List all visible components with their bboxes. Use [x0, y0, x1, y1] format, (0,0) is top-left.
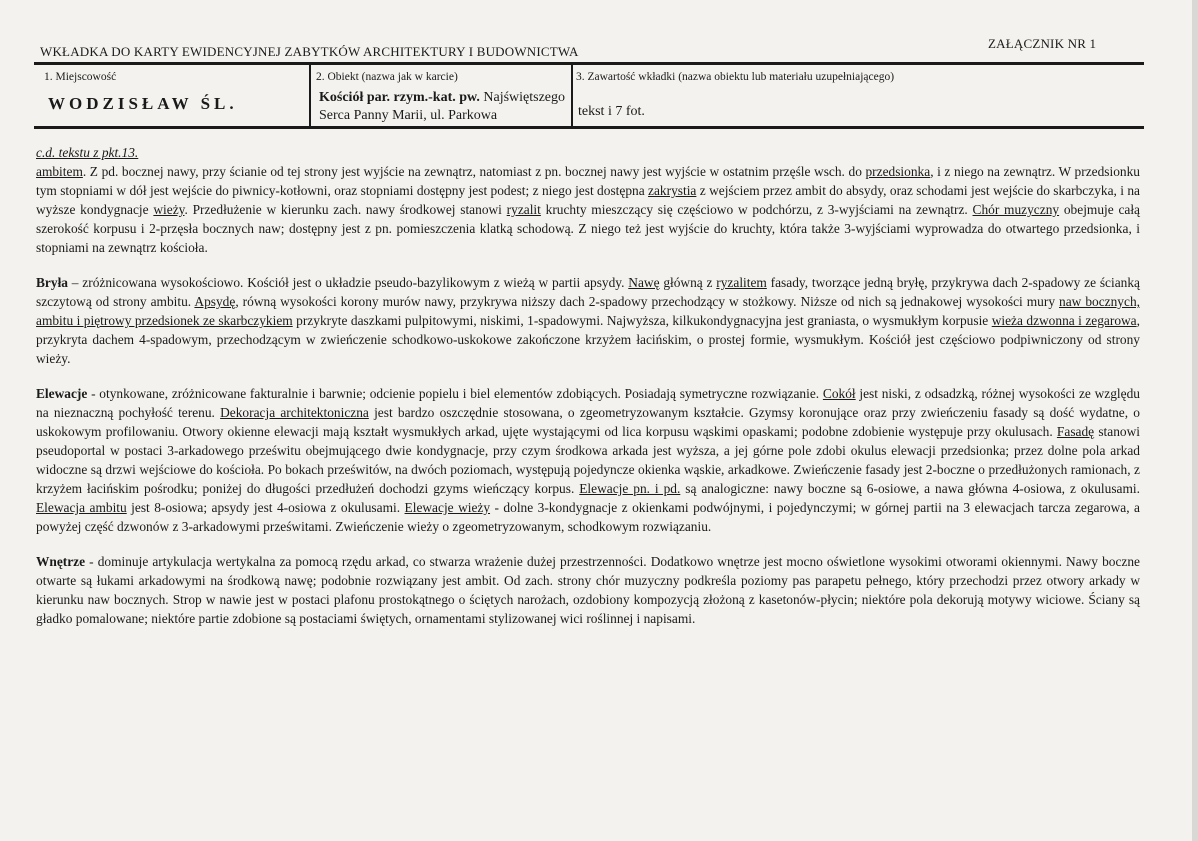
paragraph-massing [36, 273, 1140, 368]
underlined-term: Apsydę [194, 294, 236, 309]
form-title: WKŁADKA DO KARTY EWIDENCYJNEJ ZABYTKÓW ARCHITEKTURY I BUDOWNICTWA [40, 44, 579, 59]
annex-number: ZAŁĄCZNIK NR 1 [988, 36, 1097, 51]
contents-label: 3. Zawartość wkładki (nazwa obiektu lub materiału uzupełniającego) [576, 71, 895, 83]
object-value-rest: Najświętszego Serca Panny Marii, ul. Parkowa [319, 90, 566, 123]
place-label: 1. Miejscowość [44, 71, 117, 83]
text-run: kruchty mieszczący się częściowo w podchórzu, z 3-wyjściami na zewnątrz. [540, 202, 973, 217]
text-run: główną z [659, 275, 717, 290]
scan-edge [1192, 0, 1198, 841]
text-run: jest niski, z odsadzką, różnej wysokości ze względu na nieznaczną pochyłość terenu. [36, 386, 1140, 420]
continuation-note: c.d. tekstu z pkt.13. [36, 145, 139, 160]
text-run: , przykryta dachem 4-spadowym, przechodzącym w zwieńczenie schodkowo-uskokowe zakończone krzyżem łacińskim, o prostej formie, wysmukłym. Kościół jest częściowo podpiwniczony od strony wieży. [36, 313, 1140, 366]
field-divider-1 [309, 65, 311, 126]
header-rule-bottom [34, 126, 1144, 129]
body-text [36, 143, 1140, 644]
underlined-term: Elewacje pn. i pd. [579, 481, 681, 496]
paragraph-1-runs [36, 164, 1140, 255]
object-value-bold: Kościół par. rzym.-kat. pw. [319, 90, 480, 105]
paragraph-interior-layout [36, 162, 1140, 257]
underlined-term: Elewacja ambitu [36, 500, 127, 515]
underlined-term: Chór muzyczny [972, 202, 1060, 217]
text-run: stanowi pseudoportal w postaci 3-arkadowego prześwitu obejmującego dwie kondygnacje, przy czym środkowa arkada jest wyższa, a jej górne pole zdobi okulus elewacji przedsionka; przez dolne pola arkad widoczne są drzwi wejściowe do kościoła. Po bokach prześwitów, na dwóch poziomach, występują pojedyncze okienka wąskie, arkadkowe. Zwieńczenie fasady jest 2-boczne o przedłużonych ramionach, z krzyżem łacińskim pośrodku; poniżej do długości przedłużeń dochodzi gzyms wieńczący korpus. [36, 424, 1140, 496]
text-run: - otynkowane, zróżnicowane fakturalnie i barwnie; odcienie popielu i biel elementów zdobiących. Posiadają symetryczne rozwiązanie. [87, 386, 823, 401]
paragraph-interior [36, 552, 1140, 628]
underlined-term: Dekoracja architektoniczna [220, 405, 369, 420]
contents-value: tekst i 7 fot. [578, 104, 645, 119]
section-heading: Wnętrze [36, 554, 86, 569]
text-run: jest bardzo oszczędnie stosowana, o zgeometryzowanym kształcie. Gzymsy koronujące oraz przy zwieńczeniu fasady są dość wydatne, o uskokowym profilowaniu. Otwory okienne elewacji mają kształt wysmukłych arkad, ujęte wystającymi od lica korpusu wąskimi opaskami; podobne zdobienie występuje przy okulusach. [36, 405, 1140, 439]
text-run: . Przedłużenie w kierunku zach. nawy środkowej stanowi [184, 202, 507, 217]
text-run: z wejściem przez ambit do absydy, oraz schodami jest wejście do skarbczyka, i na wyższe kondygnacje [36, 183, 1140, 217]
text-run: jest 8-osiowa; apsydy jest 4-osiowa z okulusami. [126, 500, 405, 515]
underlined-term: ambitem [36, 164, 83, 179]
section-heading: Bryła [36, 275, 68, 290]
underlined-term: Nawę [628, 275, 660, 290]
text-run: - dolne 3-kondygnacje z okienkami podwójnymi, i pojedynczymi; w górnej partii na 3 elewacjach tarcza zegarowa, a powyżej część dzwonów z 3-arkadowymi prześwitami. Zwieńczenie wieży o zgeometryzowanym, schodkowym rozwiązaniu. [36, 500, 1140, 534]
header-rule-top [34, 62, 1144, 65]
underlined-term: Cokół [822, 386, 856, 401]
paragraph-elevations [36, 384, 1140, 536]
underlined-term: Fasadę [1056, 424, 1095, 439]
underlined-term: naw bocznych, ambitu i piętrowy przedsionek ze skarbczykiem [36, 294, 1140, 328]
underlined-term: wieży [153, 202, 185, 217]
section-heading: Elewacje [36, 386, 88, 401]
text-run: , równą wysokości korony murów nawy, przykrywa niższy dach 2-spadowy przechodzący w stożkowy. Niższe od nich są jednakowej wysokości mury [235, 294, 1060, 309]
underlined-term: przedsionka [865, 164, 931, 179]
underlined-term: wieża dzwonna i zegarowa [991, 313, 1137, 328]
text-run: przykryte daszkami pulpitowymi, niskimi, 1-spadowymi. Najwyższa, kilkukondygnacyjna jest graniasta, o wysmukłym korpusie [292, 313, 992, 328]
text-run: - dominuje artykulacja wertykalna za pomocą rzędu arkad, co stwarza wrażenie dużej przestrzenności. Dodatkowo wnętrze jest mocno oświetlone wysokimi otworami okiennymi. Nawy boczne otwarte są łukami arkadowymi na środkową nawę; podobnie rozwiązany jest ambit. Od zach. strony chór muzyczny podkreśla poziomy pas parapetu pełnego, który przechodzi przez otwory arkady w kierunku naw bocznych. Strop w nawie jest w postaci plafonu prostokątnego o ściętych narożach, ozdobiony kompozycją złożoną z kasetonów-płycin; niektóre pola dekorują motywy wiciowe. Ściany są gładko pomalowane; niektóre partie zdobione są postaciami świętych, ornamentami stylizowanej wici roślinnej i napisami. [36, 554, 1140, 626]
place-value: WODZISŁAW ŚL. [48, 94, 238, 113]
text-run: są analogiczne: nawy boczne są 6-osiowe, a nawa główna 4-osiowa, z okulusami. [680, 481, 1140, 496]
paragraph-2-runs [36, 275, 1140, 366]
paragraph-3-runs [36, 386, 1140, 534]
text-run: . Z pd. bocznej nawy, przy ścianie od tej strony jest wyjście na zewnątrz, natomiast z pn. bocznej nawy jest wyjście w ostatnim przęśle wsch. do [82, 164, 866, 179]
underlined-term: ryzalitem [716, 275, 767, 290]
text-run: fasady, tworzące jedną bryłę, przykrywa dach 2-spadowy ze ścianką szczytową od strony ambitu. [36, 275, 1140, 309]
object-label: 2. Obiekt (nazwa jak w karcie) [316, 71, 458, 83]
field-divider-2 [571, 65, 573, 126]
text-run: , i z niego na zewnątrz. W przedsionku tym stopniami w dół jest wejście do piwnicy-kotłowni, oraz stopniami dostępny jest podest; z niego jest dostępna [36, 164, 1140, 198]
object-value [319, 89, 567, 125]
text-run: – zróżnicowana wysokościowo. Kościół jest o układzie pseudo-bazylikowym z wieżą w partii apsydy. [68, 275, 629, 290]
underlined-term: zakrystia [648, 183, 697, 198]
underlined-term: ryzalit [506, 202, 541, 217]
text-run: obejmuje całą szerokość korpusu i 2-przęsła bocznych naw; dostępny jest z pn. pomieszczenia klatką schodową. Z niego też jest wyjście do kruchty, która także 3-wyjściami wyprowadza do otwartego przedsionka, i stopniami na zewnątrz kościoła. [36, 202, 1141, 255]
underlined-term: Elewacje wieży [404, 500, 491, 515]
paragraph-4-runs [36, 554, 1140, 626]
